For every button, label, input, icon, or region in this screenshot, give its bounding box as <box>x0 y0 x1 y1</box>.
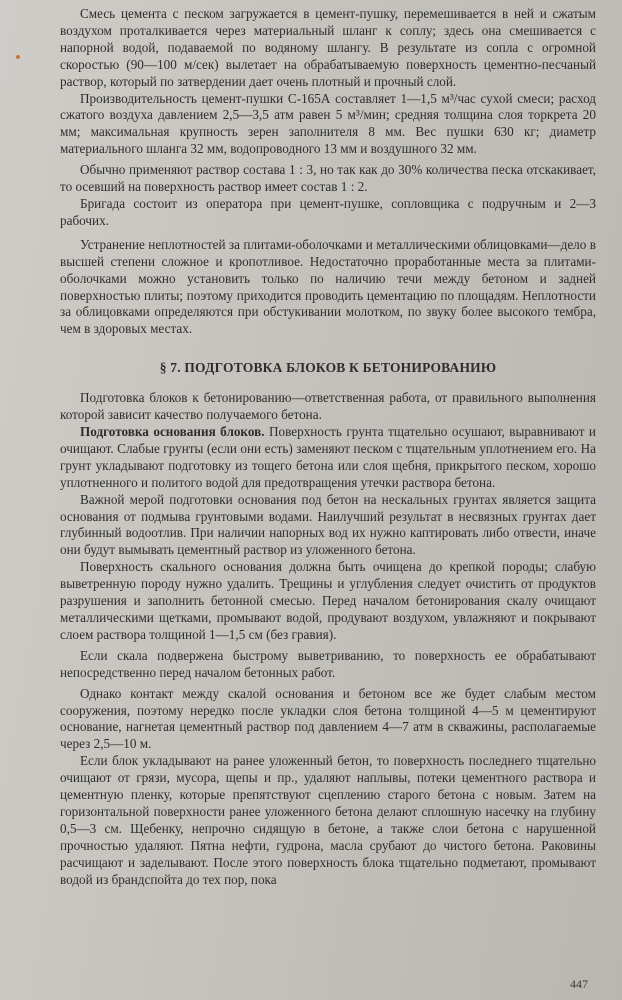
page-number: 447 <box>570 977 588 991</box>
paragraph-old-concrete: Если блок укладывают на ранее уложенный бетон, то поверхность последнего тщательно очищают от грязи, мусора, щепы и пр., удаляют наплывы, потеки цементного раствора и цементную пленку, которые препятствуют сцеплению старого бетона с новым. Затем на горизонтальной поверхности ранее уложенного бетона делают сплошную насечку на глубину 0,5—3 см. Щебенку, непрочно сидящую в бетоне, а также слои бетона с нарушенной прочностью удаляют. Пятна нефти, гудрона, масла срубают до чистого бетона. Раковины расчищают и заделывают. После этого поверхность блока тщательно подметают, промывают водой из брандспойта до тех пор, пока <box>60 753 596 887</box>
paragraph-mortar-composition: Обычно применяют раствор состава 1 : 3, но так как до 30% количества песка отскакивает, то осевший на поверхность раствор имеет состав 1 : 2. <box>60 162 596 195</box>
paragraph-rock-contact: Однако контакт между скалой основания и бетоном все же будет слабым местом сооружения, поэтому нередко после укладки слоя бетона толщиной 4—5 м цементируют основание, нагнетая цементный раствор под давлением 4—7 атм в скважины, располагаемые через 2,5—10 м. <box>60 685 596 752</box>
section-heading: § 7. ПОДГОТОВКА БЛОКОВ К БЕТОНИРОВАНИЮ <box>159 360 497 376</box>
paragraph-leak-elimination: Устранение неплотностей за плитами-оболочками и металлическими облицовками—дело в высшей степени сложное и кропотливое. Недостаточно проработанные места за плитами-оболочками можно установить только по наличию течи между бетоном и задней поверхностью плиты; поэтому приходится проводить цементацию по площадям. Неплотности за облицовками определяются при обстукивании молотком, по звуку более высокого тембра, чем в здоровых местах. <box>60 236 596 337</box>
ink-mark <box>16 55 20 59</box>
paragraph-cement-gun-performance: Производительность цемент-пушки С-165А составляет 1—1,5 м³/час сухой смеси; расход сжатого воздуха давлением 2,5—3,5 атм равен 5 м³/мин; средняя толщина слоя торкрета 20 мм; максимальная крупность зерен заполнителя 8 мм. Вес пушки 630 кг; диаметр материального шланга 32 мм, водопроводного 13 мм и воздушного 32 мм. <box>60 90 596 157</box>
paragraph-groundwater-protection: Важной мерой подготовки основания под бетон на нескальных грунтах является защита основания от подмыва грунтовыми водами. Наилучший результат в несвязных грунтах дает глубинный водоотлив. При наличии напорных вод их нужно каптировать либо отвести, иначе они будут вымывать цементный раствор из уложенного бетона. <box>60 491 596 558</box>
paragraph-foundation-preparation <box>60 424 596 492</box>
paragraph-weathering: Если скала подвержена быстрому выветриванию, то поверхность ее обрабатывают непосредственно перед началом бетонных работ. <box>60 647 596 680</box>
paragraph-rock-surface: Поверхность скального основания должна быть очищена до крепкой породы; слабую выветренную породу нужно удалить. Трещины и углубления следует очистить от продуктов разрушения и заполнить бетонной смесью. Перед началом бетонирования скалу очищают металлическими щетками, промывают водой, продувают воздухом, увлажняют и покрывают слоем раствора толщиной 1—1,5 см (без гравия). <box>60 559 596 642</box>
paragraph-cement-gun-process: Смесь цемента с песком загружается в цемент-пушку, перемешивается в ней и сжатым воздухом проталкивается через материальный шланг к соплу; здесь она смешивается с напорной водой, подаваемой по водяному шлангу. В результате из сопла с огромной скоростью (90—100 м/сек) вылетает на обрабатываемую поверхность цементно-песчаный раствор, который по затвердении дает очень плотный и прочный слой. <box>60 6 596 89</box>
paragraph-brigade: Бригада состоит из оператора при цемент-пушке, сопловщика с подручным и 2—3 рабочих. <box>60 195 596 228</box>
foundation-lead: Подготовка основания блоков. <box>80 424 265 440</box>
paragraph-intro: Подготовка блоков к бетонированию—ответственная работа, от правильного выполнения которой зависит качество получаемого бетона. <box>60 390 596 423</box>
foundation-text: Поверхность грунта тщательно осушают, выравнивают и очищают. Слабые грунты (если они есть) заменяют песком с тщательным уплотнением его. На грунт укладывают подготовку из тощего бетона или слоя щебня, прикрытого песком, хорошо уплотненного и политого водой для предотвращения утечки раствора бетона. <box>60 424 596 490</box>
